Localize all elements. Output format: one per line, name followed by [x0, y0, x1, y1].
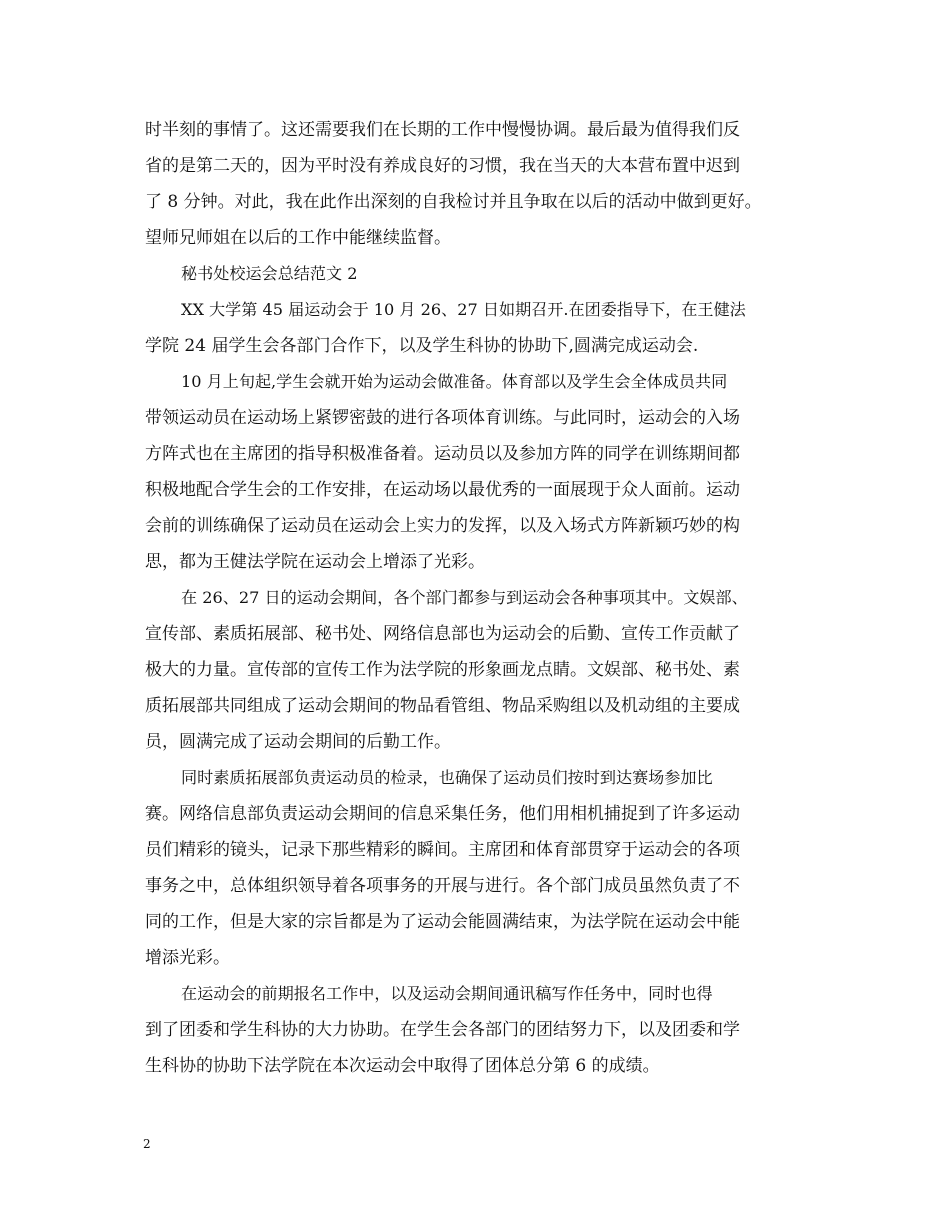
text-line: XX 大学第 45 届运动会于 10 月 26、27 日如期召开.在团委指导下，在王健法: [181, 300, 746, 319]
text-line: 积极地配合学生会的工作安排，在运动场以最优秀的一面展现于众人面前。运动: [145, 480, 740, 500]
text-line: 在运动会的前期报名工作中，以及运动会期间通讯稿写作任务中，同时也得: [181, 984, 713, 1003]
text-line: 省的是第二天的，因为平时没有养成良好的习惯，我在当天的大本营布置中迟到: [145, 156, 740, 176]
text-line: 到了团委和学生科协的大力协助。在学生会各部门的团结努力下，以及团委和学: [145, 1020, 740, 1040]
text-line: 在 26、27 日的运动会期间，各个部门都参与到运动会各种事项其中。文娱部、: [181, 588, 748, 607]
page-number: 2: [143, 1137, 151, 1151]
text-line: 了 8 分钟。对此，我在此作出深刻的自我检讨并且争取在以后的活动中做到更好。: [145, 192, 762, 212]
text-line: 同时素质拓展部负责运动员的检录，也确保了运动员们按时到达赛场参加比: [181, 768, 713, 787]
text-line: 生科协的协助下法学院在本次运动会中取得了团体总分第 6 的成绩。: [145, 1056, 660, 1076]
text-line: 思，都为王健法学院在运动会上增添了光彩。: [145, 552, 485, 572]
text-line: 质拓展部共同组成了运动会期间的物品看管组、物品采购组以及机动组的主要成: [145, 696, 740, 716]
text-line: 员们精彩的镜头，记录下那些精彩的瞬间。主席团和体育部贯穿于运动会的各项: [145, 840, 740, 860]
text-line: 带领运动员在运动场上紧锣密鼓的进行各项体育训练。与此同时，运动会的入场: [145, 408, 740, 428]
text-line: 赛。网络信息部负责运动会期间的信息采集任务，他们用相机捕捉到了许多运动: [145, 804, 740, 824]
text-line: 会前的训练确保了运动员在运动会上实力的发挥，以及入场式方阵新颖巧妙的构: [145, 516, 740, 536]
text-line: 同的工作，但是大家的宗旨都是为了运动会能圆满结束，为法学院在运动会中能: [145, 912, 740, 932]
text-line: 增添光彩。: [145, 948, 230, 968]
text-line: 事务之中，总体组织领导着各项事务的开展与进行。各个部门成员虽然负责了不: [145, 876, 740, 896]
text-line: 10 月上旬起,学生会就开始为运动会做准备。体育部以及学生会全体成员共同: [181, 372, 728, 391]
text-line: 宣传部、素质拓展部、秘书处、网络信息部也为运动会的后勤、宣传工作贡献了: [145, 624, 740, 644]
text-line: 员，圆满完成了运动会期间的后勤工作。: [145, 732, 451, 752]
text-line: 学院 24 届学生会各部门合作下，以及学生科协的协助下,圆满完成运动会.: [145, 336, 699, 356]
text-line: 极大的力量。宣传部的宣传工作为法学院的形象画龙点睛。文娱部、秘书处、素: [145, 660, 740, 680]
text-line: 时半刻的事情了。这还需要我们在长期的工作中慢慢协调。最后最为值得我们反: [145, 120, 740, 140]
section-heading: 秘书处校运会总结范文 2: [181, 264, 358, 283]
text-line: 望师兄师姐在以后的工作中能继续监督。: [145, 228, 451, 248]
text-line: 方阵式也在主席团的指导积极准备着。运动员以及参加方阵的同学在训练期间都: [145, 444, 740, 464]
